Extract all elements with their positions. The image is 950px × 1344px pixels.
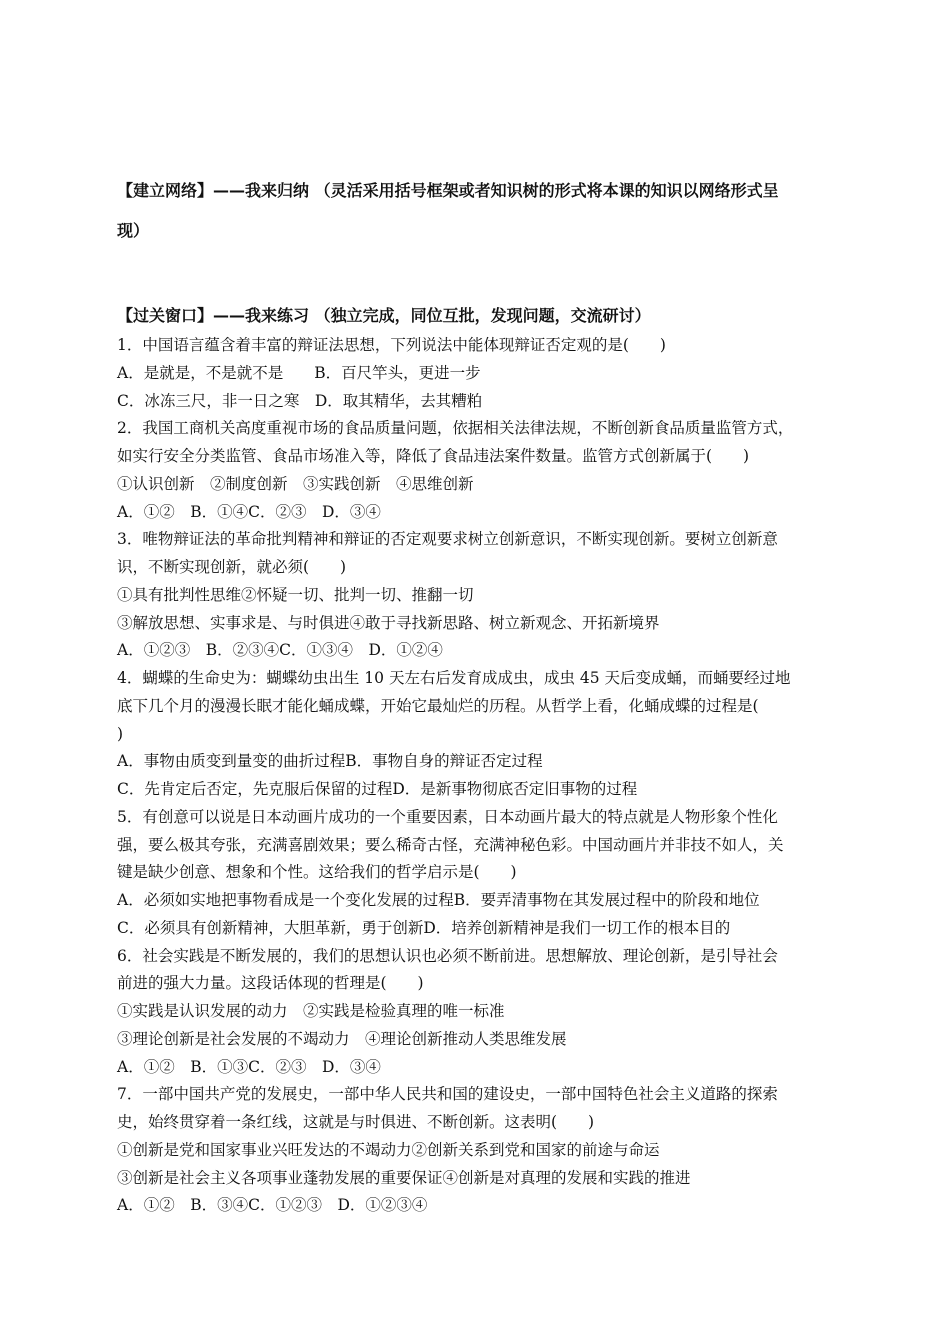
text-line: 史，始终贯穿着一条红线，这就是与时俱进、不断创新。这表明( ) [117, 1113, 595, 1131]
text-line: ①实践是认识发展的动力 ②实践是检验真理的唯一标准 [117, 1002, 505, 1020]
text-line: 如实行安全分类监管、食品市场准入等，降低了食品违法案件数量。监管方式创新属于( ) [117, 447, 750, 465]
text-line: 2．我国工商机关高度重视市场的食品质量问题，依据相关法律法规，不断创新食品质量监管方式， [117, 419, 794, 438]
text-line: C．冰冻三尺，非一日之寒 D．取其精华，去其糟粕 [117, 391, 483, 410]
text-line: 3．唯物辩证法的革命批判精神和辩证的否定观要求树立创新意识，不断实现创新。要树立创新意 [117, 530, 778, 549]
text-line: ①具有批判性思维②怀疑一切、批判一切、推翻一切 [117, 585, 474, 604]
text-line: 1．中国语言蕴含着丰富的辩证法思想，下列说法中能体现辩证否定观的是( ) [117, 336, 666, 354]
text-line: 强，要么极其夸张，充满喜剧效果；要么稀奇古怪，充满神秘色彩。中国动画片并非技不如人，关 [117, 835, 784, 854]
text-line: A．事物由质变到量变的曲折过程B．事物自身的辩证否定过程 [117, 752, 543, 771]
text-line: C．先肯定后否定，先克服后保留的过程D．是新事物彻底否定旧事物的过程 [117, 780, 638, 798]
text-line: A．①② B．①④C．②③ D．③④ [117, 502, 381, 521]
text-line: 前进的强大力量。这段话体现的哲理是( ) [117, 974, 424, 993]
text-line: 5．有创意可以说是日本动画片成功的一个重要因素，日本动画片最大的特点就是人物形象个性化 [117, 807, 778, 826]
text-line: 键是缺少创意、想象和个性。这给我们的哲学启示是( ) [117, 863, 517, 882]
text-line: A．①② B．③④C．①②③ D．①②③④ [117, 1196, 428, 1215]
text-line: ③解放思想、实事求是、与时俱进④敢于寻找新思路、树立新观念、开拓新境界 [117, 613, 660, 632]
text-line: 4．蝴蝶的生命史为：蝴蝶幼虫出生 10 天左右后发育成成虫，成虫 45 天后变成蛹，而蛹要经过地 [117, 669, 791, 687]
text-line: 7．一部中国共产党的发展史，一部中华人民共和国的建设史，一部中国特色社会主义道路的探索 [117, 1085, 778, 1104]
text-line: C．必须具有创新精神，大胆革新，勇于创新D．培养创新精神是我们一切工作的根本目的 [117, 918, 731, 937]
text-line: 识，不断实现创新，就必须( ) [117, 558, 347, 576]
text-line: ③理论创新是社会发展的不竭动力 ④理论创新推动人类思维发展 [117, 1029, 567, 1048]
text-line: A．必须如实地把事物看成是一个变化发展的过程B．要弄清事物在其发展过程中的阶段和地位 [117, 891, 760, 909]
text-line: ①认识创新 ②制度创新 ③实践创新 ④思维创新 [117, 474, 474, 493]
text-line: A．①② B．①③C．②③ D．③④ [117, 1057, 381, 1076]
text-line: A．①②③ B．②③④C．①③④ D．①②④ [117, 641, 443, 660]
section-heading-network: 【建立网络】——我来归纳 （灵活采用括号框架或者知识树的形式将本课的知识以网络形式呈 [117, 181, 779, 200]
section-heading-practice: 【过关窗口】——我来练习 （独立完成，同位互批，发现问题，交流研讨） [117, 306, 651, 325]
text-line: A．是就是，不是就不是 B．百尺竿头，更进一步 [117, 363, 481, 382]
text-line: ③创新是社会主义各项事业蓬勃发展的重要保证④创新是对真理的发展和实践的推进 [117, 1168, 691, 1187]
text-line: 6．社会实践是不断发展的，我们的思想认识也必须不断前进。思想解放、理论创新，是引导社会 [117, 946, 778, 965]
text-line: ①创新是党和国家事业兴旺发达的不竭动力②创新关系到党和国家的前途与命运 [117, 1140, 660, 1159]
section-heading-network-cont: 现） [117, 221, 150, 240]
text-line: ) [117, 724, 124, 743]
text-line: 底下几个月的漫漫长眠才能化蛹成蝶，开始它最灿烂的历程。从哲学上看，化蛹成蝶的过程是( [117, 696, 759, 715]
